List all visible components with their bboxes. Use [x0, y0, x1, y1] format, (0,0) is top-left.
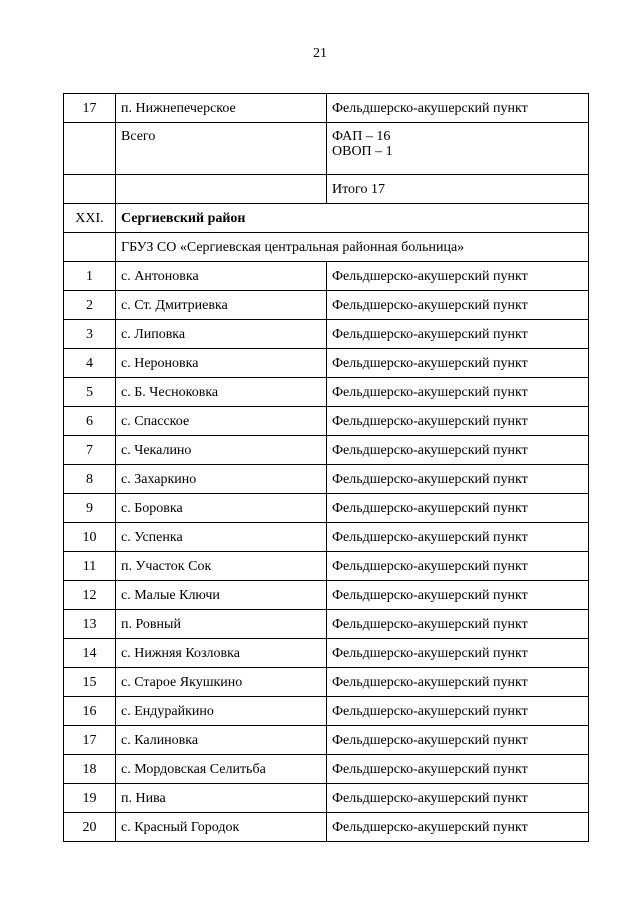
- row-number: 13: [64, 610, 116, 639]
- institution-row: [64, 233, 589, 262]
- row-number: 1: [64, 262, 116, 291]
- table-row: [64, 639, 589, 668]
- row-number: 2: [64, 291, 116, 320]
- total-counts: [327, 123, 589, 175]
- facility-type: Фельдшерско-акушерский пункт: [327, 94, 589, 123]
- table-row: [64, 813, 589, 842]
- row-number: 19: [64, 784, 116, 813]
- settlement-name: п. Участок Сок: [116, 552, 327, 581]
- table-row: [64, 523, 589, 552]
- settlement-name: с. Боровка: [116, 494, 327, 523]
- settlement-name: с. Чекалино: [116, 436, 327, 465]
- settlement-name: с. Успенка: [116, 523, 327, 552]
- facility-type: Фельдшерско-акушерский пункт: [327, 349, 589, 378]
- settlement-name: с. Калиновка: [116, 726, 327, 755]
- facility-type: Фельдшерско-акушерский пункт: [327, 697, 589, 726]
- settlement-name: с. Ст. Дмитриевка: [116, 291, 327, 320]
- settlement-name: с. Старое Якушкино: [116, 668, 327, 697]
- facility-type: Фельдшерско-акушерский пункт: [327, 436, 589, 465]
- table-row: [64, 552, 589, 581]
- settlement-name: с. Спасское: [116, 407, 327, 436]
- table-row: [64, 349, 589, 378]
- facility-type: Фельдшерско-акушерский пункт: [327, 639, 589, 668]
- row-number: 16: [64, 697, 116, 726]
- settlement-name: с. Ендурайкино: [116, 697, 327, 726]
- summary-row: [64, 123, 589, 175]
- row-number: 15: [64, 668, 116, 697]
- row-number: 17: [64, 726, 116, 755]
- facilities-table: [63, 93, 589, 842]
- facility-type: Фельдшерско-акушерский пункт: [327, 813, 589, 842]
- row-number: 12: [64, 581, 116, 610]
- settlement-name: с. Нижняя Козловка: [116, 639, 327, 668]
- row-number: 20: [64, 813, 116, 842]
- facility-type: Фельдшерско-акушерский пункт: [327, 755, 589, 784]
- table-row: [64, 465, 589, 494]
- settlement-name: п. Нива: [116, 784, 327, 813]
- table-row: [64, 494, 589, 523]
- table-row: [64, 320, 589, 349]
- facility-type: Фельдшерско-акушерский пункт: [327, 494, 589, 523]
- table-row: [64, 610, 589, 639]
- settlement-name: с. Антоновка: [116, 262, 327, 291]
- row-number: 14: [64, 639, 116, 668]
- page-number: 21: [313, 46, 327, 61]
- section-number: XXI.: [64, 204, 116, 233]
- facility-type: Фельдшерско-акушерский пункт: [327, 407, 589, 436]
- facility-type: Фельдшерско-акушерский пункт: [327, 552, 589, 581]
- facility-type: Фельдшерско-акушерский пункт: [327, 726, 589, 755]
- facility-type: Фельдшерско-акушерский пункт: [327, 668, 589, 697]
- settlement-name: п. Нижнепечерское: [116, 94, 327, 123]
- facility-type: Фельдшерско-акушерский пункт: [327, 610, 589, 639]
- row-number: 18: [64, 755, 116, 784]
- row-number: 17: [64, 94, 116, 123]
- table-row: [64, 668, 589, 697]
- table-row: [64, 436, 589, 465]
- facility-type: Фельдшерско-акушерский пункт: [327, 465, 589, 494]
- facility-type: Фельдшерско-акушерский пункт: [327, 784, 589, 813]
- grand-total: Итого 17: [327, 175, 589, 204]
- row-number: 3: [64, 320, 116, 349]
- count-fap: ФАП – 16: [332, 129, 391, 144]
- settlement-name: с. Захаркино: [116, 465, 327, 494]
- settlement-name: с. Малые Ключи: [116, 581, 327, 610]
- table-row: [64, 755, 589, 784]
- section-title: Сергиевский район: [116, 204, 589, 233]
- row-number: 8: [64, 465, 116, 494]
- table-row: [64, 262, 589, 291]
- table-row: [64, 94, 589, 123]
- row-number: 5: [64, 378, 116, 407]
- total-label: Всего: [116, 123, 327, 175]
- facility-type: Фельдшерско-акушерский пункт: [327, 581, 589, 610]
- settlement-name: с. Нероновка: [116, 349, 327, 378]
- row-number: 9: [64, 494, 116, 523]
- row-number: 4: [64, 349, 116, 378]
- table-row: [64, 407, 589, 436]
- settlement-name: с. Липовка: [116, 320, 327, 349]
- settlement-name: п. Ровный: [116, 610, 327, 639]
- settlement-name: с. Красный Городок: [116, 813, 327, 842]
- institution-name: ГБУЗ СО «Сергиевская центральная районная больница»: [116, 233, 589, 262]
- row-number: 11: [64, 552, 116, 581]
- row-number: 7: [64, 436, 116, 465]
- facility-type: Фельдшерско-акушерский пункт: [327, 320, 589, 349]
- settlement-name: с. Б. Чесноковка: [116, 378, 327, 407]
- facility-type: Фельдшерско-акушерский пункт: [327, 262, 589, 291]
- table-row: [64, 291, 589, 320]
- facility-type: Фельдшерско-акушерский пункт: [327, 523, 589, 552]
- grand-total-row: [64, 175, 589, 204]
- table-row: [64, 378, 589, 407]
- row-number: 10: [64, 523, 116, 552]
- row-number: 6: [64, 407, 116, 436]
- table-row: [64, 784, 589, 813]
- table-row: [64, 697, 589, 726]
- facility-type: Фельдшерско-акушерский пункт: [327, 378, 589, 407]
- settlement-name: с. Мордовская Селитьба: [116, 755, 327, 784]
- count-ovop: ОВОП – 1: [332, 144, 393, 159]
- facility-type: Фельдшерско-акушерский пункт: [327, 291, 589, 320]
- table-row: [64, 581, 589, 610]
- table-row: [64, 726, 589, 755]
- section-header-row: [64, 204, 589, 233]
